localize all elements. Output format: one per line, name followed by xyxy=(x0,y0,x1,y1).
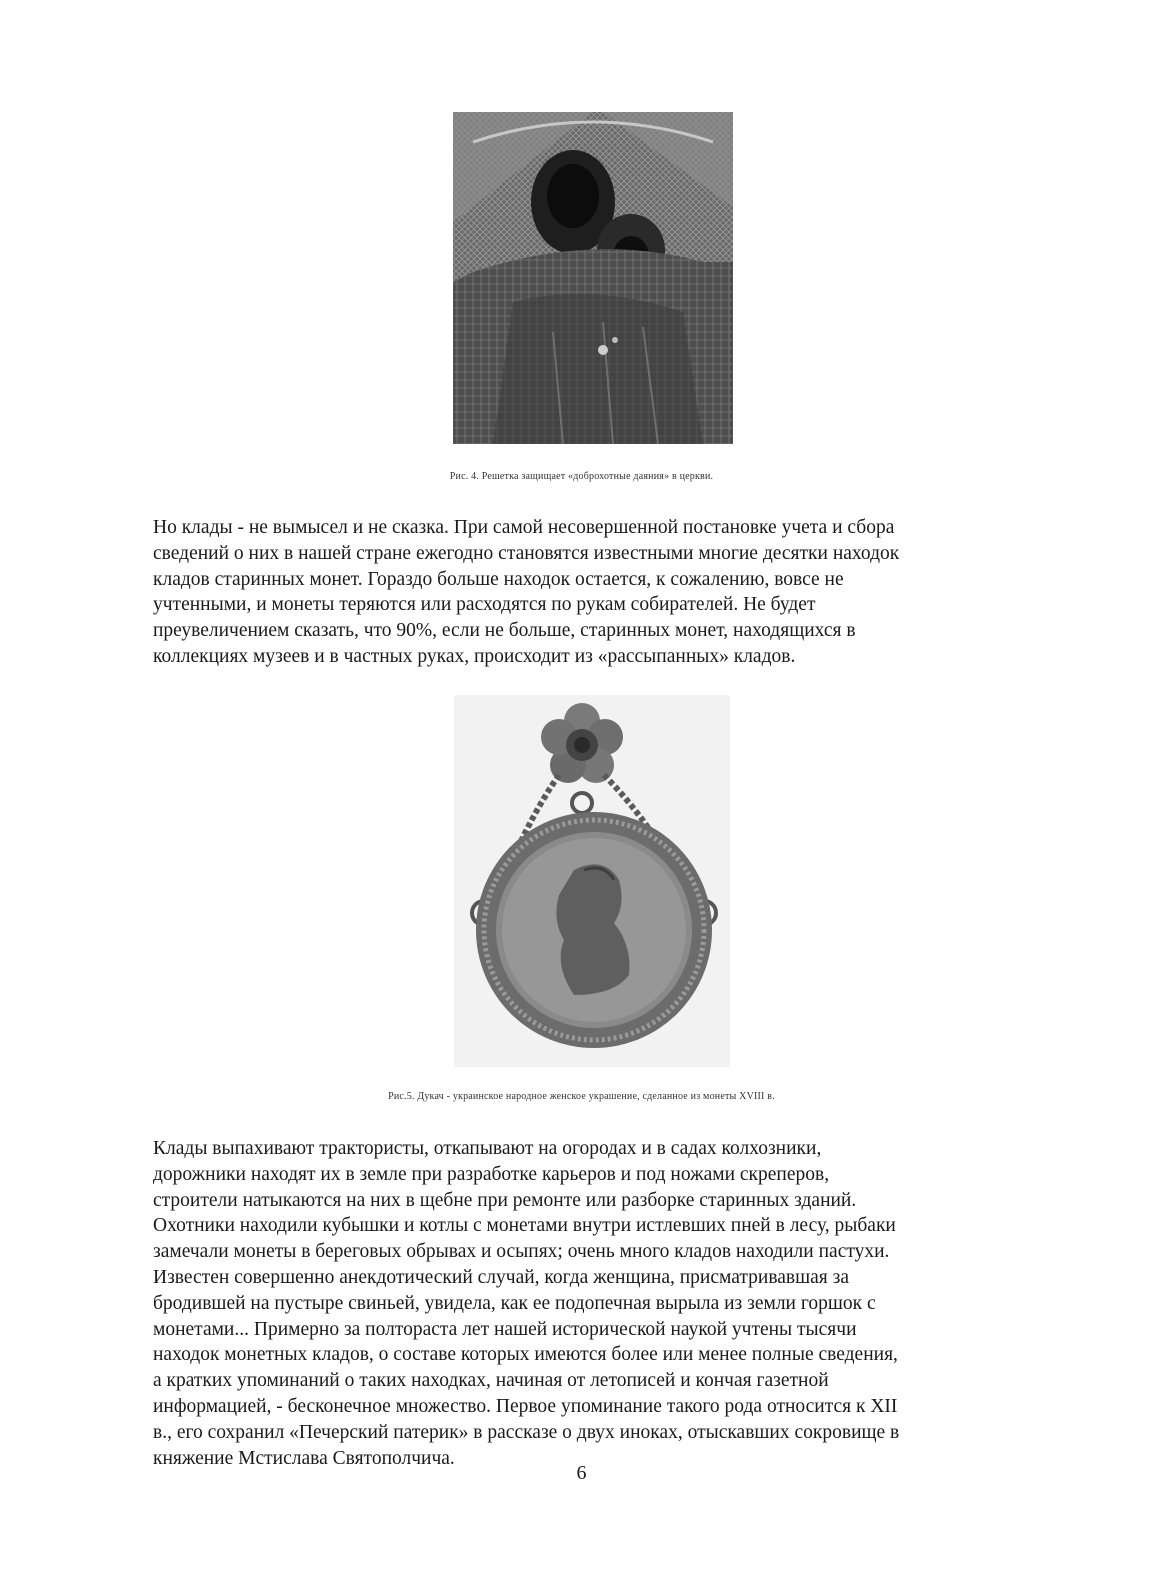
text-line: Но клады - не вымысел и не сказка. При самой несовершенной постановке учета и сбора xyxy=(153,517,895,538)
text-line: дорожники находят их в земле при разработке карьеров и под ножами скреперов, xyxy=(153,1163,830,1185)
paragraph-1 xyxy=(153,515,1033,670)
text-line: Охотники находили кубышки и котлы с монетами внутри истлевших пней в лесу, рыбаки xyxy=(153,1215,896,1237)
text-line: бродившей на пустыре свиньей, увидела, как ее подопечная вырыла из земли горшок с xyxy=(153,1292,876,1314)
text-line: монетами... Примерно за полтораста лет нашей исторической наукой учтены тысячи xyxy=(153,1318,857,1340)
text-line: находок монетных кладов, о составе которых имеются более или менее полные сведения, xyxy=(153,1344,898,1366)
text-line: учтенными, и монеты теряются или расходятся по рукам собирателей. Не будет xyxy=(153,594,816,616)
text-line: информацией, - бесконечное множество. Первое упоминание такого рода относится к XII xyxy=(153,1395,898,1417)
paragraph-2 xyxy=(153,1136,1033,1471)
text-line: Клады выпахивают трактористы, откапывают на огородах и в садах колхозники, xyxy=(153,1138,822,1159)
figure-4-photo xyxy=(453,112,733,444)
text-line: кладов старинных монет. Гораздо больше находок остается, к сожалению, вовсе не xyxy=(153,568,844,590)
text-line: коллекциях музеев и в частных руках, происходит из «рассыпанных» кладов. xyxy=(153,645,796,667)
text-line: сведений о них в нашей стране ежегодно становятся известными многие десятки находок xyxy=(153,542,900,564)
text-line: преувеличением сказать, что 90%, если не больше, старинных монет, находящихся в xyxy=(153,620,856,642)
church-icon-photo xyxy=(453,112,733,444)
pendant-photo xyxy=(454,695,730,1067)
text-line: Известен совершенно анекдотический случай, когда женщина, присматривавшая за xyxy=(153,1266,850,1288)
text-line: строители натыкаются на них в щебне при ремонте или разборке старинных зданий. xyxy=(153,1189,857,1211)
figure-4-caption: Рис. 4. Решетка защищает «доброхотные даяния» в церкви. xyxy=(449,471,714,482)
text-line: в., его сохранил «Печерский патерик» в рассказе о двух иноках, отыскавших сокровище в xyxy=(153,1421,900,1443)
text-line: княжение Мстислава Святополчича. xyxy=(153,1447,455,1469)
text-line: а кратких упоминаний о таких находках, начиная от летописей и кончая газетной xyxy=(153,1370,829,1392)
page-number: 6 xyxy=(576,1462,587,1484)
figure-5-photo xyxy=(454,695,730,1067)
figure-5-caption: Рис.5. Дукач - украинское народное женское украшение, сделанное из монеты XVIII в. xyxy=(388,1091,775,1102)
text-line: замечали монеты в береговых обрывах и осыпях; очень много кладов находили пастухи. xyxy=(153,1241,890,1263)
